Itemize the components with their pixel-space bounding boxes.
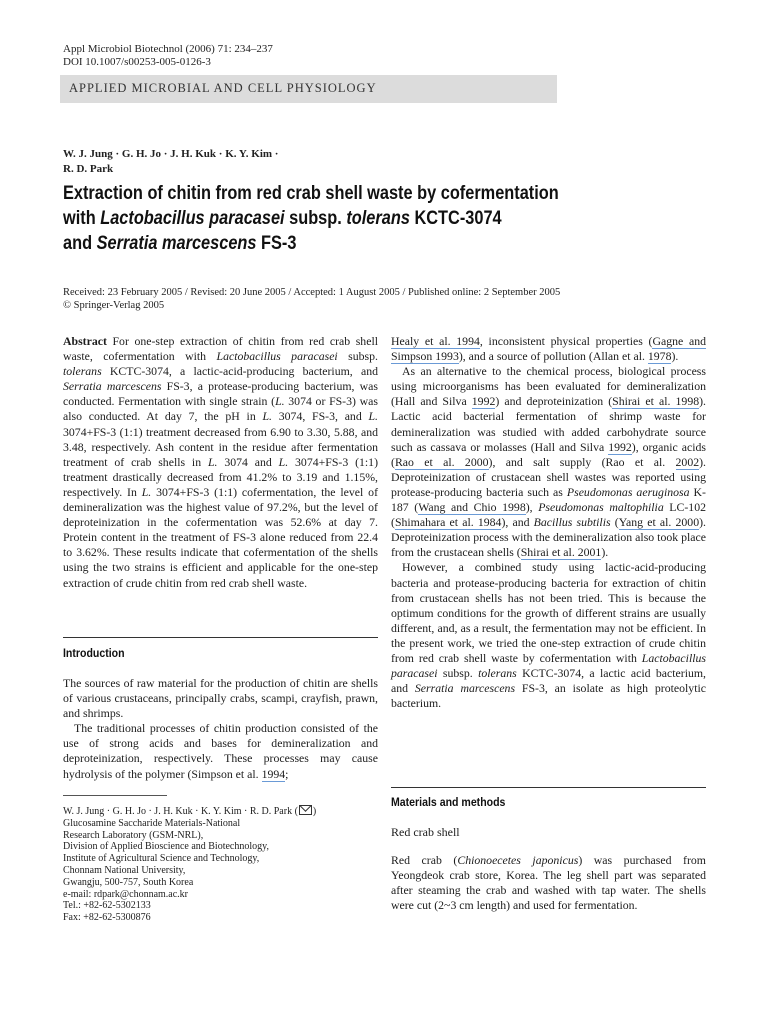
author-line-1: W. J. Jung · G. H. Jo · J. H. Kuk · K. Y. Kim ·: [63, 148, 279, 160]
citation-link[interactable]: Shimahara et al. 1984: [394, 515, 502, 530]
introduction-body: [63, 676, 378, 782]
red-crab-shell-subheading: Red crab shell: [391, 825, 460, 839]
date-history: Received: 23 February 2005 / Revised: 20 June 2005 / Accepted: 1 August 2005 / Published online: 2 September 2005: [63, 287, 561, 298]
citation-link[interactable]: Shirai et al. 1998: [612, 394, 700, 409]
journal-reference: Appl Microbiol Biotechnol (2006) 71: 234–237: [63, 43, 273, 55]
affiliation-line: Research Laboratory (GSM-NRL),: [63, 829, 204, 841]
affiliation-authors: W. J. Jung · G. H. Jo · J. H. Kuk · K. Y. Kim · R. D. Park ( ): [63, 806, 317, 817]
introduction-paragraph-2: The traditional processes of chitin production consisted of the use of strong acids and bases for demineralization and deproteinization, respectively. These processes may cause hydrolysis of the polymer (Simpson et al. 1994;: [63, 721, 378, 781]
introduction-paragraph-1: The sources of raw material for the production of chitin are shells of various crustaceans, principally crabs, scampi, crayfish, prawn, and shrimps.: [63, 676, 378, 721]
methods-rule: [391, 787, 706, 788]
affiliation-line: Division of Applied Bioscience and Biotechnology,: [63, 841, 269, 853]
intro-continuation: Healy et al. 1994, inconsistent physical properties (Gagne and Simpson 1993), and a source of pollution (Allan et al. 1978).: [391, 334, 706, 364]
citation-link[interactable]: 1992: [471, 394, 496, 409]
title-line-2: with Lactobacillus paracasei subsp. tolerans KCTC-3074: [63, 208, 502, 229]
red-crab-shell-body: [391, 853, 706, 913]
affiliation-fax: Fax: +82-62-5300876: [63, 912, 151, 924]
publication-dates: [63, 286, 703, 312]
methods-paragraph: Red crab (Chionoecetes japonicus) was purchased from Yeongdeok crab store, Korea. The leg shell part was separated after steaming the crab and washed with tap water. The shells were cut (2~3 cm length) and used for fermentation.: [391, 853, 706, 913]
citation-link[interactable]: 1978: [647, 349, 672, 364]
section-banner: [60, 75, 557, 103]
citation-link[interactable]: 1992: [608, 439, 632, 454]
citation-link[interactable]: Yang et al. 2000: [618, 515, 700, 530]
intro-paragraph-4: However, a combined study using lactic-acid-producing bacteria and protease-producing bacteria for extraction of chitin from crustacean shells has not been tried. This is because the optimum conditions for the growth of different strains are usually different, and, as a result, the fermentation may not be efficient. In the present work, we tried the one-step extraction of crude chitin from red crab shell waste by cofermentation with Lactobacillus paracasei subsp. tolerans KCTC-3074, a lactic acid bacterium, and Serratia marcescens FS-3, an isolate as high proteolytic bacterium.: [391, 560, 706, 711]
paper-title: [63, 181, 613, 256]
abstract: [63, 334, 378, 591]
author-affiliation: [63, 805, 363, 924]
citation-link[interactable]: Rao et al. 2000: [394, 454, 489, 469]
affiliation-line: Chonnam National University,: [63, 864, 186, 876]
citation-link[interactable]: Shirai et al. 2001: [520, 545, 602, 560]
methods-heading: Materials and methods: [391, 795, 506, 809]
introduction-rule: [63, 637, 378, 638]
affiliation-line: Gwangju, 500-757, South Korea: [63, 876, 194, 888]
affiliation-phone: Tel.: +82-62-5302133: [63, 900, 151, 912]
citation-link[interactable]: 2002: [675, 454, 700, 469]
author-list: [63, 147, 393, 177]
affiliation-email[interactable]: e-mail: rdpark@chonnam.ac.kr: [63, 888, 188, 900]
citation-link[interactable]: 1994: [261, 766, 286, 781]
footnote-rule: [63, 795, 167, 796]
citation-link[interactable]: Gagne and Simpson 1993: [391, 334, 706, 364]
author-line-2: R. D. Park: [63, 163, 114, 175]
citation-link[interactable]: Wang and Chio 1998: [418, 500, 526, 515]
doi: DOI 10.1007/s00253-005-0126-3: [63, 56, 211, 68]
abstract-paragraph: Abstract For one-step extraction of chitin from red crab shell waste, cofermentation with Lactobacillus paracasei subsp. tolerans KCTC-3074, a lactic-acid-producing bacterium, and Serratia marcescens FS-3, a protease-producing bacterium, was conducted. Fermentation with single strain (L. 3074 or FS-3) was also conducted. At day 7, the pH in L. 3074, FS-3, and L. 3074+FS-3 (1:1) treatment decreased from 6.90 to 3.30, 5.88, and 3.48, respectively. Ash content in the residue after fermentation treatment of crab shells in L. 3074 and L. 3074+FS-3 (1:1) treatment drastically decreased from 41.2% to 3.19 and 1.15%, respectively. In L. 3074+FS-3 (1:1) cofermentation, the level of demineralization was the highest value of 97.2%, but the level of deproteinization in the cofermentation was 52.6% at day 7. Protein content in the treatment of FS-3 alone reduced from 22.4 to 3.62%. These results indicate that cofermentation of the shells using the two strains is efficient and applicable for the one-step extraction of crude chitin from red crab shell waste.: [63, 334, 379, 590]
copyright: © Springer-Verlag 2005: [63, 300, 165, 311]
introduction-continued: [391, 334, 706, 711]
abstract-label: Abstract: [63, 334, 107, 348]
introduction-heading: Introduction: [63, 646, 125, 660]
title-line-1: Extraction of chitin from red crab shell waste by cofermentation: [63, 183, 559, 204]
title-line-3: and Serratia marcescens FS-3: [63, 233, 297, 254]
affiliation-line: Glucosamine Saccharide Materials-National: [63, 817, 241, 829]
citation-link[interactable]: Healy et al. 1994: [391, 334, 480, 348]
section-label: APPLIED MICROBIAL AND CELL PHYSIOLOGY: [69, 81, 377, 95]
intro-paragraph-3: As an alternative to the chemical process, biological process using microorganisms has been evaluated for demineralization (Hall and Silva 1992) and deproteinization (Shirai et al. 1998). Lactic acid bacterial fermentation of shrimp waste for demineralization was studied with added carbohydrate source such as cassava or molasses (Hall and Silva 1992), organic acids (Rao et al. 2000), and salt supply (Rao et al. 2002). Deproteinization of crustacean shell wastes was reported using protease-producing bacteria such as Pseudomonas aeruginosa K-187 (Wang and Chio 1998), Pseudomonas maltophilia LC-102 (Shimahara et al. 1984), and Bacillus subtilis (Yang et al. 2000). Deproteinization process with the demineralization also took place from the crustacean shells (Shirai et al. 2001).: [391, 364, 707, 560]
envelope-icon: [299, 805, 312, 815]
affiliation-line: Institute of Agricultural Science and Technology,: [63, 853, 260, 865]
